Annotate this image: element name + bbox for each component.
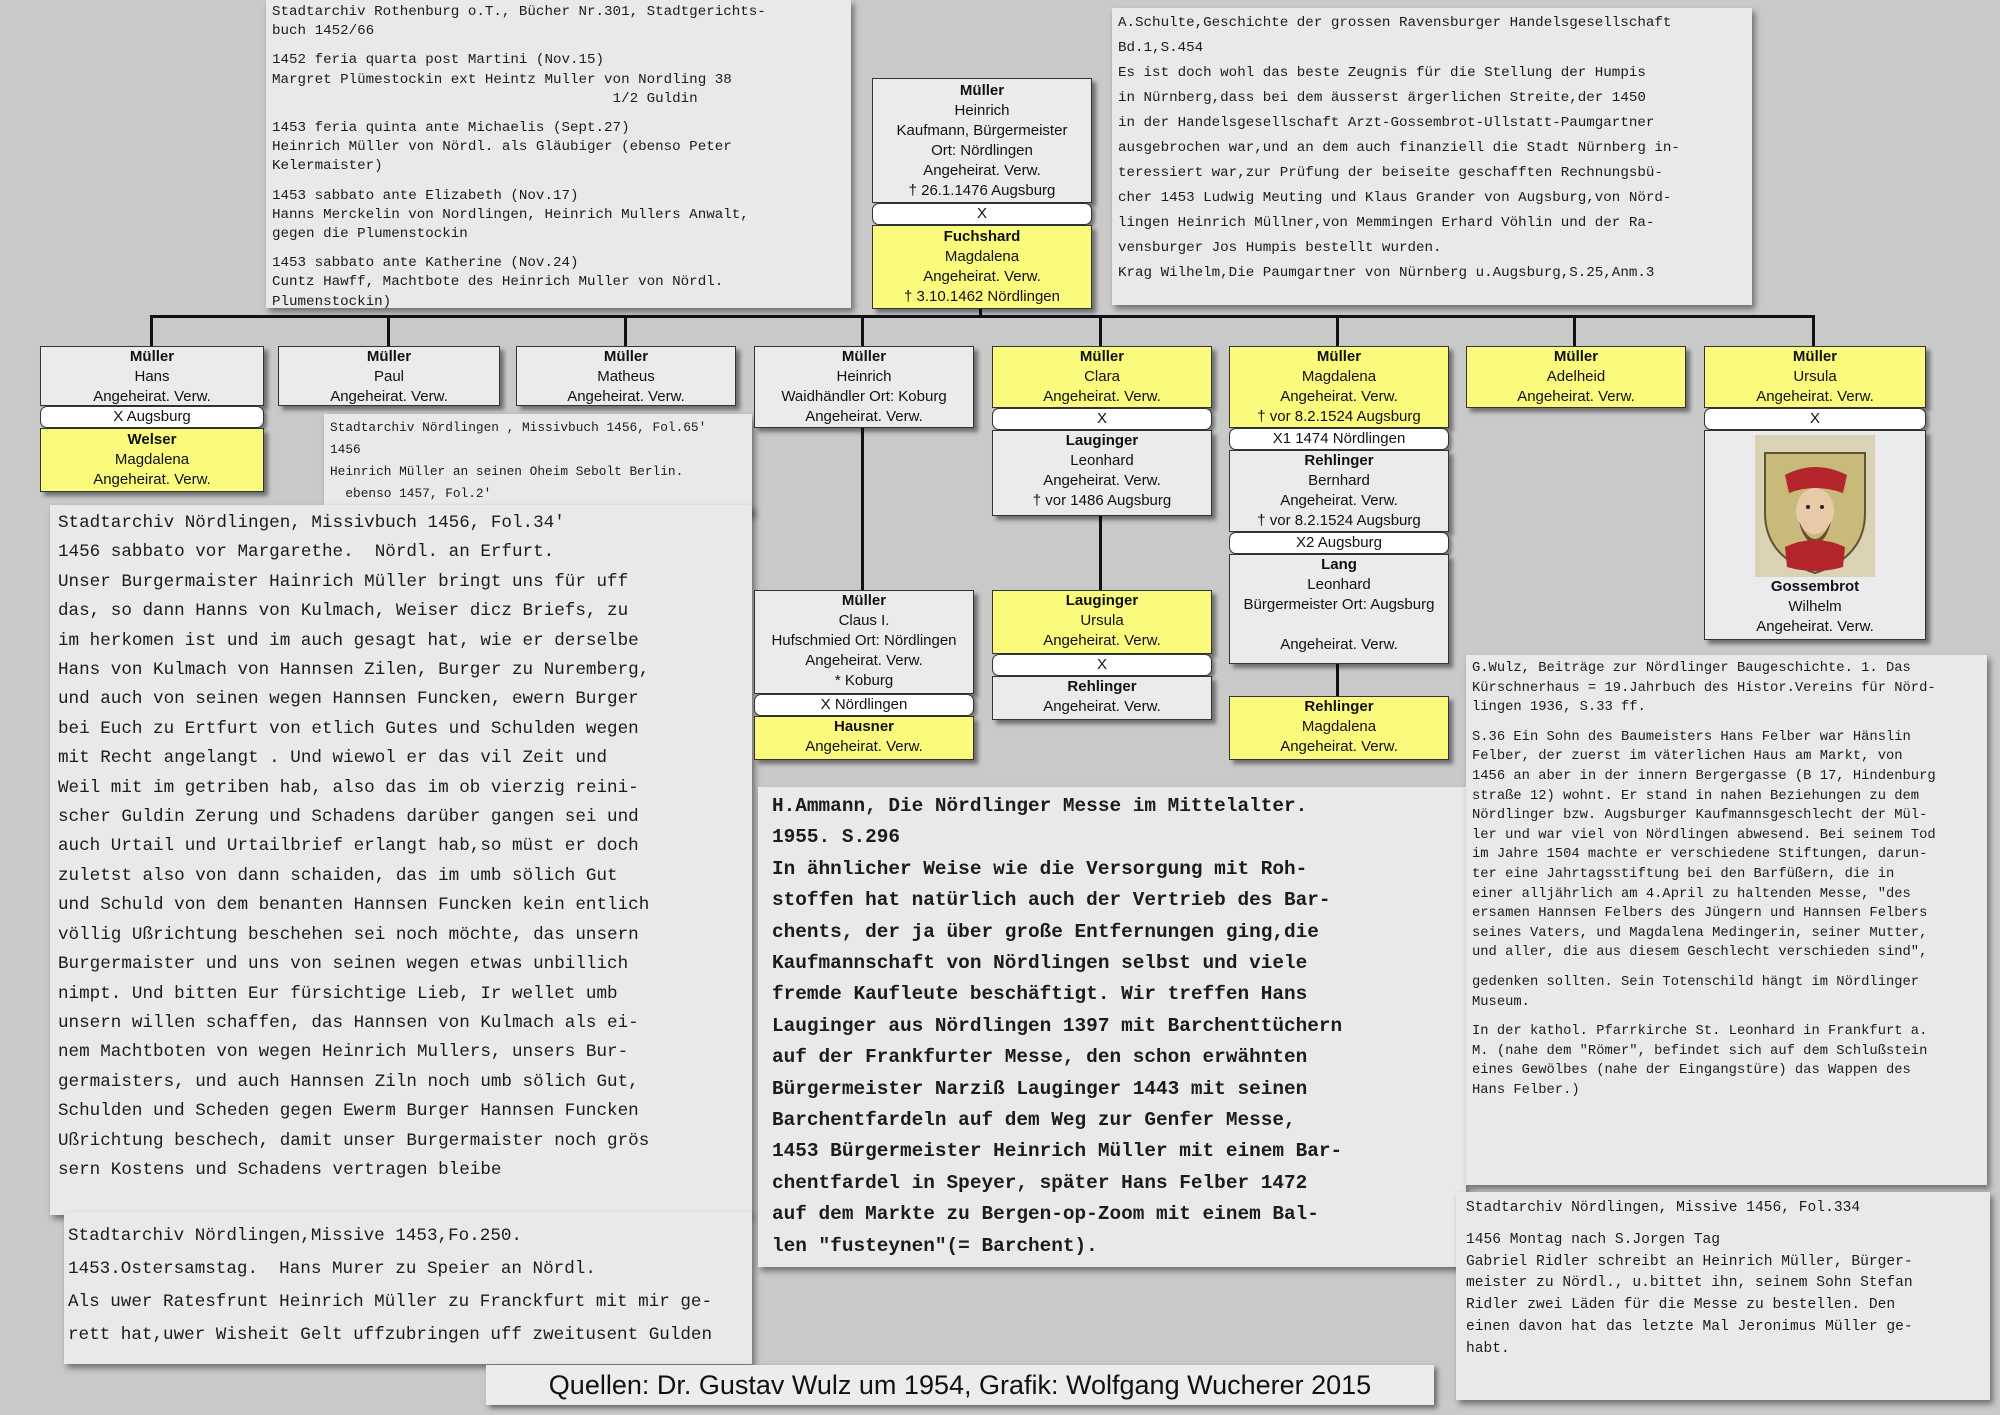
person-line: Angeheirat. Verw. <box>1043 472 1161 489</box>
person-line: Leonhard <box>1307 576 1371 593</box>
source-schulte <box>1112 8 1752 305</box>
document-line: im herkomen ist und im auch gesagt hat, wie er derselbe <box>58 630 639 651</box>
document-line: unsern willen schaffen, das Hannsen von Kulmach als ei- <box>58 1012 639 1033</box>
document-line: und auch von seinen wegen Hannsen Funcken, ewern Burger <box>58 689 639 710</box>
document-line: Bürgermeister Narziß Lauginger 1443 mit seinen <box>772 1077 1308 1100</box>
person-line: Angeheirat. Verw. <box>1280 492 1398 509</box>
connector-child-heinrich <box>861 315 864 346</box>
person-lang-leonhard <box>1229 554 1449 664</box>
document-line: Heinrich Müller an seinen Oheim Sebolt Berlin. <box>330 464 684 479</box>
document-line: vensburger Jos Humpis bestellt wurden. <box>1118 240 1442 256</box>
document-line: im Jahre 1504 machte er verschiedene Stiftungen, darun- <box>1472 847 1928 863</box>
document-line: 1453.Ostersamstag. Hans Murer zu Speier an Nördl. <box>68 1259 596 1279</box>
person-surname: Müller <box>841 592 887 609</box>
document-line: ter eine Jahrtagsstiftung bei den Barfüßern, die in <box>1472 866 1895 882</box>
person-line: Angeheirat. Verw. <box>805 652 923 669</box>
person-hausner <box>754 716 974 760</box>
person-surname: Lang <box>1321 556 1357 573</box>
marriage-clara-lauginger: X <box>992 408 1212 430</box>
person-matheus-mueller <box>516 346 736 406</box>
document-line: Cuntz Hawff, Machtbote des Heinrich Muller von Nördl. <box>272 274 724 291</box>
person-surname: Müller <box>129 348 175 365</box>
source-missive-334 <box>1456 1192 1990 1400</box>
document-line: Stadtarchiv Nördlingen, Missive 1456, Fol.334 <box>1466 1200 1861 1216</box>
document-line: 1453 sabbato ante Katherine (Nov.24) <box>272 255 579 272</box>
person-line: Angeheirat. Verw. <box>1043 698 1161 715</box>
person-line: Ursula <box>1080 612 1124 629</box>
document-line: auf der Frankfurter Messe, den schon erwähnten <box>772 1046 1308 1069</box>
person-line: † vor 8.2.1524 Augsburg <box>1257 408 1421 425</box>
person-magdalena-mueller <box>1229 346 1449 428</box>
document-line: gedenken sollten. Sein Totenschild hängt im Nördlinger <box>1472 974 1920 990</box>
person-line: Angeheirat. Verw. <box>93 471 211 488</box>
document-line: Nördlinger bzw. Augsburger Kaufmannsgeschlecht der Mül- <box>1472 808 1928 824</box>
document-line: 1456 <box>330 442 361 457</box>
person-line: Bernhard <box>1308 472 1370 489</box>
document-line: ausgebrochen war,und an dem auch finanziell die Stadt Nürnberg in- <box>1118 140 1680 156</box>
connector-heinrich-claus <box>861 428 864 590</box>
document-line: Als uwer Ratesfrunt Heinrich Müller zu Franckfurt mit mir ge- <box>68 1292 713 1312</box>
document-line: Weil mit im getriben hab, also das im ob vierzig reini- <box>58 777 639 798</box>
document-line: Kürschnerhaus = 19.Jahrbuch des Histor.Vereins für Nörd- <box>1472 680 1936 696</box>
document-line: auch Urtail und Urtailbrief erlangt hab,so müst er doch <box>58 836 639 857</box>
portrait-caption: Gossembrot <box>1770 578 1860 595</box>
document-line: scher Guldin Zerung und Schadens darüber gangen sei und <box>58 807 639 828</box>
document-line: Schulden und Scheden gegen Ewerm Burger Hannsen Funcken <box>58 1101 639 1122</box>
document-line: sern Kostens und Schadens vertragen bleibe <box>58 1159 502 1180</box>
document-line: stoffen hat natürlich auch der Vertrieb des Bar- <box>772 889 1331 912</box>
document-line: straße 12) wohnt. Er stand in nahen Beziehungen zu dem <box>1472 788 1920 804</box>
person-line: Angeheirat. Verw. <box>1756 618 1874 635</box>
person-adelheid-mueller <box>1466 346 1686 408</box>
person-line: Angeheirat. Verw. <box>923 162 1041 179</box>
person-line: Angeheirat. Verw. <box>805 738 923 755</box>
person-surname: Rehlinger <box>1304 452 1374 469</box>
document-line: G.Wulz, Beiträge zur Nördlinger Baugeschichte. 1. Das <box>1472 661 1911 676</box>
document-line: in der Handelsgesellschaft Arzt-Gossembrot-Ullstatt-Paumgartner <box>1118 115 1655 131</box>
person-surname: Müller <box>603 348 649 365</box>
document-line: Ußrichtung beschech, damit unser Burgermaister noch grös <box>58 1130 650 1151</box>
document-line: rett hat,uwer Wisheit Gelt uffzubringen uff zweitusent Gulden <box>68 1325 713 1345</box>
document-line: gegen die Plumenstockin <box>272 226 468 243</box>
document-line: teressiert war,zur Prüfung der beiseite geschafften Rechnungsbü- <box>1118 165 1663 181</box>
document-line: in Nürnberg,dass bei dem äusserst ärgerlichen Streite,der 1450 <box>1118 90 1646 106</box>
document-line <box>1472 718 1981 728</box>
person-line: Waidhändler Ort: Koburg <box>781 388 947 405</box>
person-fuchshard-magdalena <box>872 225 1092 309</box>
person-line: Angeheirat. Verw. <box>1043 632 1161 649</box>
source-ammann <box>758 787 1466 1267</box>
person-line: Magdalena <box>944 248 1020 265</box>
connector-children-bar <box>150 315 1815 318</box>
document-line: Stadtarchiv Rothenburg o.T., Bücher Nr.301, Stadtgerichts- <box>272 4 766 20</box>
person-line: Angeheirat. Verw. <box>1280 388 1398 405</box>
document-line: A.Schulte,Geschichte der grossen Ravensburger Handelsgesellschaft <box>1118 15 1672 31</box>
person-line: Hufschmied Ort: Nördlingen <box>771 632 957 649</box>
document-line: Hans von Kulmach von Hannsen Zilen, Burger zu Nuremberg, <box>58 660 650 681</box>
document-line: zuletst also von dann schaiden, das im umb sölich Gut <box>58 865 618 886</box>
person-surname: Welser <box>127 431 177 448</box>
document-line: einer alljährlich am 4.April zu haltenden Messe, "des <box>1472 886 1911 902</box>
person-line: † 26.1.1476 Augsburg <box>908 182 1056 199</box>
marriage-magdalena-rehlinger: X1 1474 Nördlingen <box>1229 428 1449 450</box>
document-line: Felber, der zuerst im väterlichen Haus am Markt, von <box>1472 749 1903 765</box>
person-line: Kaufmann, Bürgermeister <box>896 122 1068 139</box>
marriage-claus-hausner: X Nördlingen <box>754 694 974 716</box>
person-surname: Müller <box>1792 348 1838 365</box>
person-gossembrot-wilhelm <box>1704 430 1926 640</box>
document-line: Hanns Merckelin von Nordlingen, Heinrich Mullers Anwalt, <box>272 206 749 223</box>
document-line: In der kathol. Pfarrkirche St. Leonhard in Frankfurt a. <box>1472 1024 1928 1040</box>
person-line: † 3.10.1462 Nördlingen <box>904 288 1060 305</box>
document-line: bei Euch zu Ertfurt von etlich Gutes und Schulden wegen <box>58 718 639 739</box>
document-line: Plumenstockin) <box>272 293 392 308</box>
person-surname: Müller <box>959 82 1005 99</box>
person-line: Angeheirat. Verw. <box>93 388 211 405</box>
document-line: chents, der ja über große Entfernungen ging,die <box>772 920 1319 943</box>
source-missive-250 <box>64 1212 752 1364</box>
document-line: lingen Heinrich Müllner,von Memmingen Erhard Vöhlin und der Ra- <box>1118 215 1655 231</box>
connector-child-hans <box>150 315 153 346</box>
person-line: Claus I. <box>838 612 890 629</box>
person-line: Angeheirat. Verw. <box>1043 388 1161 405</box>
document-line: habt. <box>1466 1340 1510 1357</box>
document-line: 1456 an aber in der innern Bergergasse (B 17, Hindenburg <box>1472 768 1936 784</box>
document-line: chentfardel in Speyer, später Hans Felber 1472 <box>772 1171 1308 1194</box>
connector-child-magdalena <box>1336 315 1339 346</box>
document-line: und aller, die aus diesem Geschlecht verschieden sind", <box>1472 945 1928 961</box>
document-line: auf dem Markte zu Bergen-op-Zoom mit einem Bal- <box>772 1203 1319 1226</box>
sources-caption: Quellen: Dr. Gustav Wulz um 1954, Grafik: Wolfgang Wucherer 2015 <box>486 1365 1434 1405</box>
person-line: Magdalena <box>1301 718 1377 735</box>
connector-child-adelheid <box>1573 315 1576 346</box>
document-line: 1453 Bürgermeister Heinrich Müller mit einem Bar- <box>772 1140 1343 1163</box>
document-line: ler und war viel von Nördlingen abwesend. Bei seinem Tod <box>1472 827 1936 843</box>
person-surname: Hausner <box>833 718 895 735</box>
document-line: 1452 feria quarta post Martini (Nov.15) <box>272 52 605 69</box>
document-line: fremde Kaufleute beschäftigt. Wir treffen Hans <box>772 983 1308 1006</box>
document-line: 1453 feria quinta ante Michaelis (Sept.27) <box>272 120 630 137</box>
document-line: Unser Burgermaister Hainrich Müller bringt uns für uff <box>58 571 629 592</box>
person-welser-magdalena <box>40 428 264 492</box>
document-line: Margret Plümestockin ext Heintz Muller von Nordling 38 <box>272 71 732 88</box>
marriage-ursula-rehlinger: X <box>992 654 1212 676</box>
person-surname: Müller <box>1553 348 1599 365</box>
document-line: seines Vaters, und Magdalena Medingerin, seiner Mutter, <box>1472 925 1928 941</box>
person-line: Adelheid <box>1546 368 1606 385</box>
document-line: len "fusteynen"(= Barchent). <box>772 1234 1098 1257</box>
person-line: Paul <box>373 368 405 385</box>
document-line: Kaufmannschaft von Nördlingen selbst und viele <box>772 952 1308 975</box>
document-line: ebenso 1457, Fol.2' <box>330 486 492 501</box>
document-line: meister zu Nördl., u.bittet ihn, seinem Sohn Stefan <box>1466 1275 1913 1292</box>
person-surname: Lauginger <box>1065 432 1139 449</box>
document-line: völlig Ußrichtung beschehen sei noch möchte, das unsern <box>58 924 639 945</box>
document-line <box>272 244 845 254</box>
document-line: buch 1452/66 <box>272 23 375 40</box>
person-surname: Müller <box>1316 348 1362 365</box>
person-clara-mueller <box>992 346 1212 408</box>
person-line: Magdalena <box>114 451 190 468</box>
document-line: ersamen Hannsen Felbers des Jüngern und Hannsen Felbers <box>1472 906 1928 922</box>
person-line: Clara <box>1084 368 1120 385</box>
document-line: Stadtarchiv Nördlingen , Missivbuch 1456, Fol.65' <box>330 420 707 435</box>
person-line: Hans <box>134 368 170 385</box>
document-line: Heinrich Müller von Nördl. als Gläubiger (ebenso Peter <box>272 139 732 156</box>
person-line: * Koburg <box>834 672 894 689</box>
document-line: Krag Wilhelm,Die Paumgartner von Nürnberg u.Augsburg,S.25,Anm.3 <box>1118 265 1655 281</box>
source-missivbuch-65 <box>324 414 752 514</box>
person-hans-mueller <box>40 346 264 406</box>
document-line: Kelermaister) <box>272 158 383 175</box>
person-line: Leonhard <box>1070 452 1134 469</box>
person-lauginger-ursula <box>992 590 1212 654</box>
person-rehlinger-lower <box>992 676 1212 720</box>
document-line: germaisters, und auch Hannsen Ziln noch umb sölich Gut, <box>58 1071 639 1092</box>
person-line: Angeheirat. Verw. <box>330 388 448 405</box>
marriage-ursula-gossembrot: X <box>1704 408 1926 430</box>
document-line: H.Ammann, Die Nördlinger Messe im Mittelalter. <box>772 795 1308 817</box>
document-line: Burgermaister und uns von seinen wegen etwas unbillich <box>58 954 629 975</box>
person-line: Angeheirat. Verw. <box>805 408 923 425</box>
document-line: M. (nahe dem "Römer", befindet sich auf dem Schlußstein <box>1472 1043 1928 1059</box>
document-line: mit Recht angelangt . Und wiewol er das vil Zeit und <box>58 748 608 769</box>
person-line: Ursula <box>1793 368 1837 385</box>
document-line: Lauginger aus Nördlingen 1397 mit Barchenttüchern <box>772 1014 1343 1037</box>
document-line <box>272 41 845 51</box>
person-surname: Lauginger <box>1065 592 1139 609</box>
document-line <box>272 177 845 187</box>
document-line: Stadtarchiv Nördlingen, Missivbuch 1456, Fol.34' <box>58 513 565 533</box>
person-surname: Fuchshard <box>943 228 1021 245</box>
document-line: Museum. <box>1472 994 1530 1010</box>
document-line: Barchentfardeln auf dem Weg zur Genfer Messe, <box>772 1109 1296 1132</box>
source-missivbuch-34 <box>50 505 752 1215</box>
document-line: 1456 Montag nach S.Jorgen Tag <box>1466 1231 1720 1248</box>
person-line: Bürgermeister Ort: Augsburg <box>1243 596 1435 613</box>
person-lauginger-leonhard <box>992 430 1212 516</box>
document-line: cher 1453 Ludwig Meuting und Klaus Grander von Augsburg,von Nörd- <box>1118 190 1672 206</box>
connector-child-ursula <box>1812 315 1815 346</box>
person-line: Angeheirat. Verw. <box>1517 388 1635 405</box>
marriage-hans-welser: X Augsburg <box>40 406 264 428</box>
person-heinrich-mueller-jr <box>754 346 974 428</box>
person-line: Heinrich <box>836 368 892 385</box>
document-line: Stadtarchiv Nördlingen,Missive 1453,Fo.250. <box>68 1226 522 1246</box>
marriage-magdalena-lang: X2 Augsburg <box>1229 532 1449 554</box>
document-line: 1955. S.296 <box>772 826 900 849</box>
person-rehlinger-bernhard <box>1229 450 1449 532</box>
document-line: Bd.1,S.454 <box>1118 40 1204 56</box>
source-rothenburg <box>266 0 851 308</box>
marriage-heinrich-fuchshard: X <box>872 203 1092 225</box>
document-line: 1453 sabbato ante Elizabeth (Nov.17) <box>272 187 579 204</box>
document-line: Gabriel Ridler schreibt an Heinrich Müller, Bürger- <box>1466 1253 1913 1270</box>
person-line: Angeheirat. Verw. <box>1280 636 1398 653</box>
document-line: Ridler zwei Läden für die Messe zu bestellen. Den <box>1466 1297 1896 1314</box>
person-surname: Müller <box>366 348 412 365</box>
connector-lang-magdalena <box>1336 664 1339 696</box>
person-line: Wilhelm <box>1788 598 1842 615</box>
person-line: Angeheirat. Verw. <box>923 268 1041 285</box>
document-line: nimpt. Und bitten Eur fürsichtige Lieb, Ir wellet umb <box>58 983 618 1004</box>
person-rehlinger-magdalena <box>1229 696 1449 760</box>
person-ursula-mueller <box>1704 346 1926 408</box>
document-line: und Schuld von dem benanten Hannsen Funcken kein entlich <box>58 895 650 916</box>
person-surname: Rehlinger <box>1304 698 1374 715</box>
connector-child-matheus <box>624 315 627 346</box>
person-line: Angeheirat. Verw. <box>567 388 685 405</box>
document-line: einen davon hat das letzte Mal Jeronimus Müller ge- <box>1466 1318 1913 1335</box>
person-heinrich-mueller-sr <box>872 78 1092 203</box>
person-line: Ort: Nördlingen <box>931 142 1033 159</box>
document-line: 1/2 Guldin <box>272 90 698 107</box>
person-line: Magdalena <box>1301 368 1377 385</box>
document-line: eines Gewölbes (nahe der Eingangstüre) das Wappen des <box>1472 1063 1911 1079</box>
document-line: nem Machtboten von wegen Heinrich Mullers, unsers Bur- <box>58 1042 629 1063</box>
person-surname: Müller <box>1079 348 1125 365</box>
connector-child-paul <box>387 315 390 346</box>
document-line <box>1472 1012 1981 1022</box>
document-line: lingen 1936, S.33 ff. <box>1472 700 1646 716</box>
document-line: In ähnlicher Weise wie die Versorgung mit Roh- <box>772 857 1308 880</box>
person-line: Angeheirat. Verw. <box>1756 388 1874 405</box>
coat-of-arms-icon <box>1755 435 1875 577</box>
person-claus-mueller <box>754 590 974 694</box>
person-line: Heinrich <box>954 102 1010 119</box>
connector-child-clara <box>1099 315 1102 346</box>
person-line: † vor 1486 Augsburg <box>1032 492 1172 509</box>
document-line <box>1472 963 1981 973</box>
connector-clara-ursula <box>1099 516 1102 590</box>
person-line: Matheus <box>597 368 655 385</box>
document-line: S.36 Ein Sohn des Baumeisters Hans Felber war Hänslin <box>1472 729 1911 745</box>
source-wulz <box>1466 655 1987 1185</box>
document-line: 1456 sabbato vor Margarethe. Nördl. an Erfurt. <box>58 542 555 563</box>
person-surname: Rehlinger <box>1067 678 1137 695</box>
person-line: Angeheirat. Verw. <box>1280 738 1398 755</box>
document-line: Hans Felber.) <box>1472 1082 1580 1098</box>
person-paul-mueller <box>278 346 500 406</box>
document-line <box>272 109 845 119</box>
document-line: das, so dann Hanns von Kulmach, Weiser dicz Briefs, zu <box>58 601 629 622</box>
person-line <box>1230 615 1448 635</box>
document-line <box>1466 1220 1980 1230</box>
person-line: † vor 8.2.1524 Augsburg <box>1257 512 1421 529</box>
person-surname: Müller <box>841 348 887 365</box>
document-line: Es ist doch wohl das beste Zeugnis für die Stellung der Humpis <box>1118 65 1646 81</box>
